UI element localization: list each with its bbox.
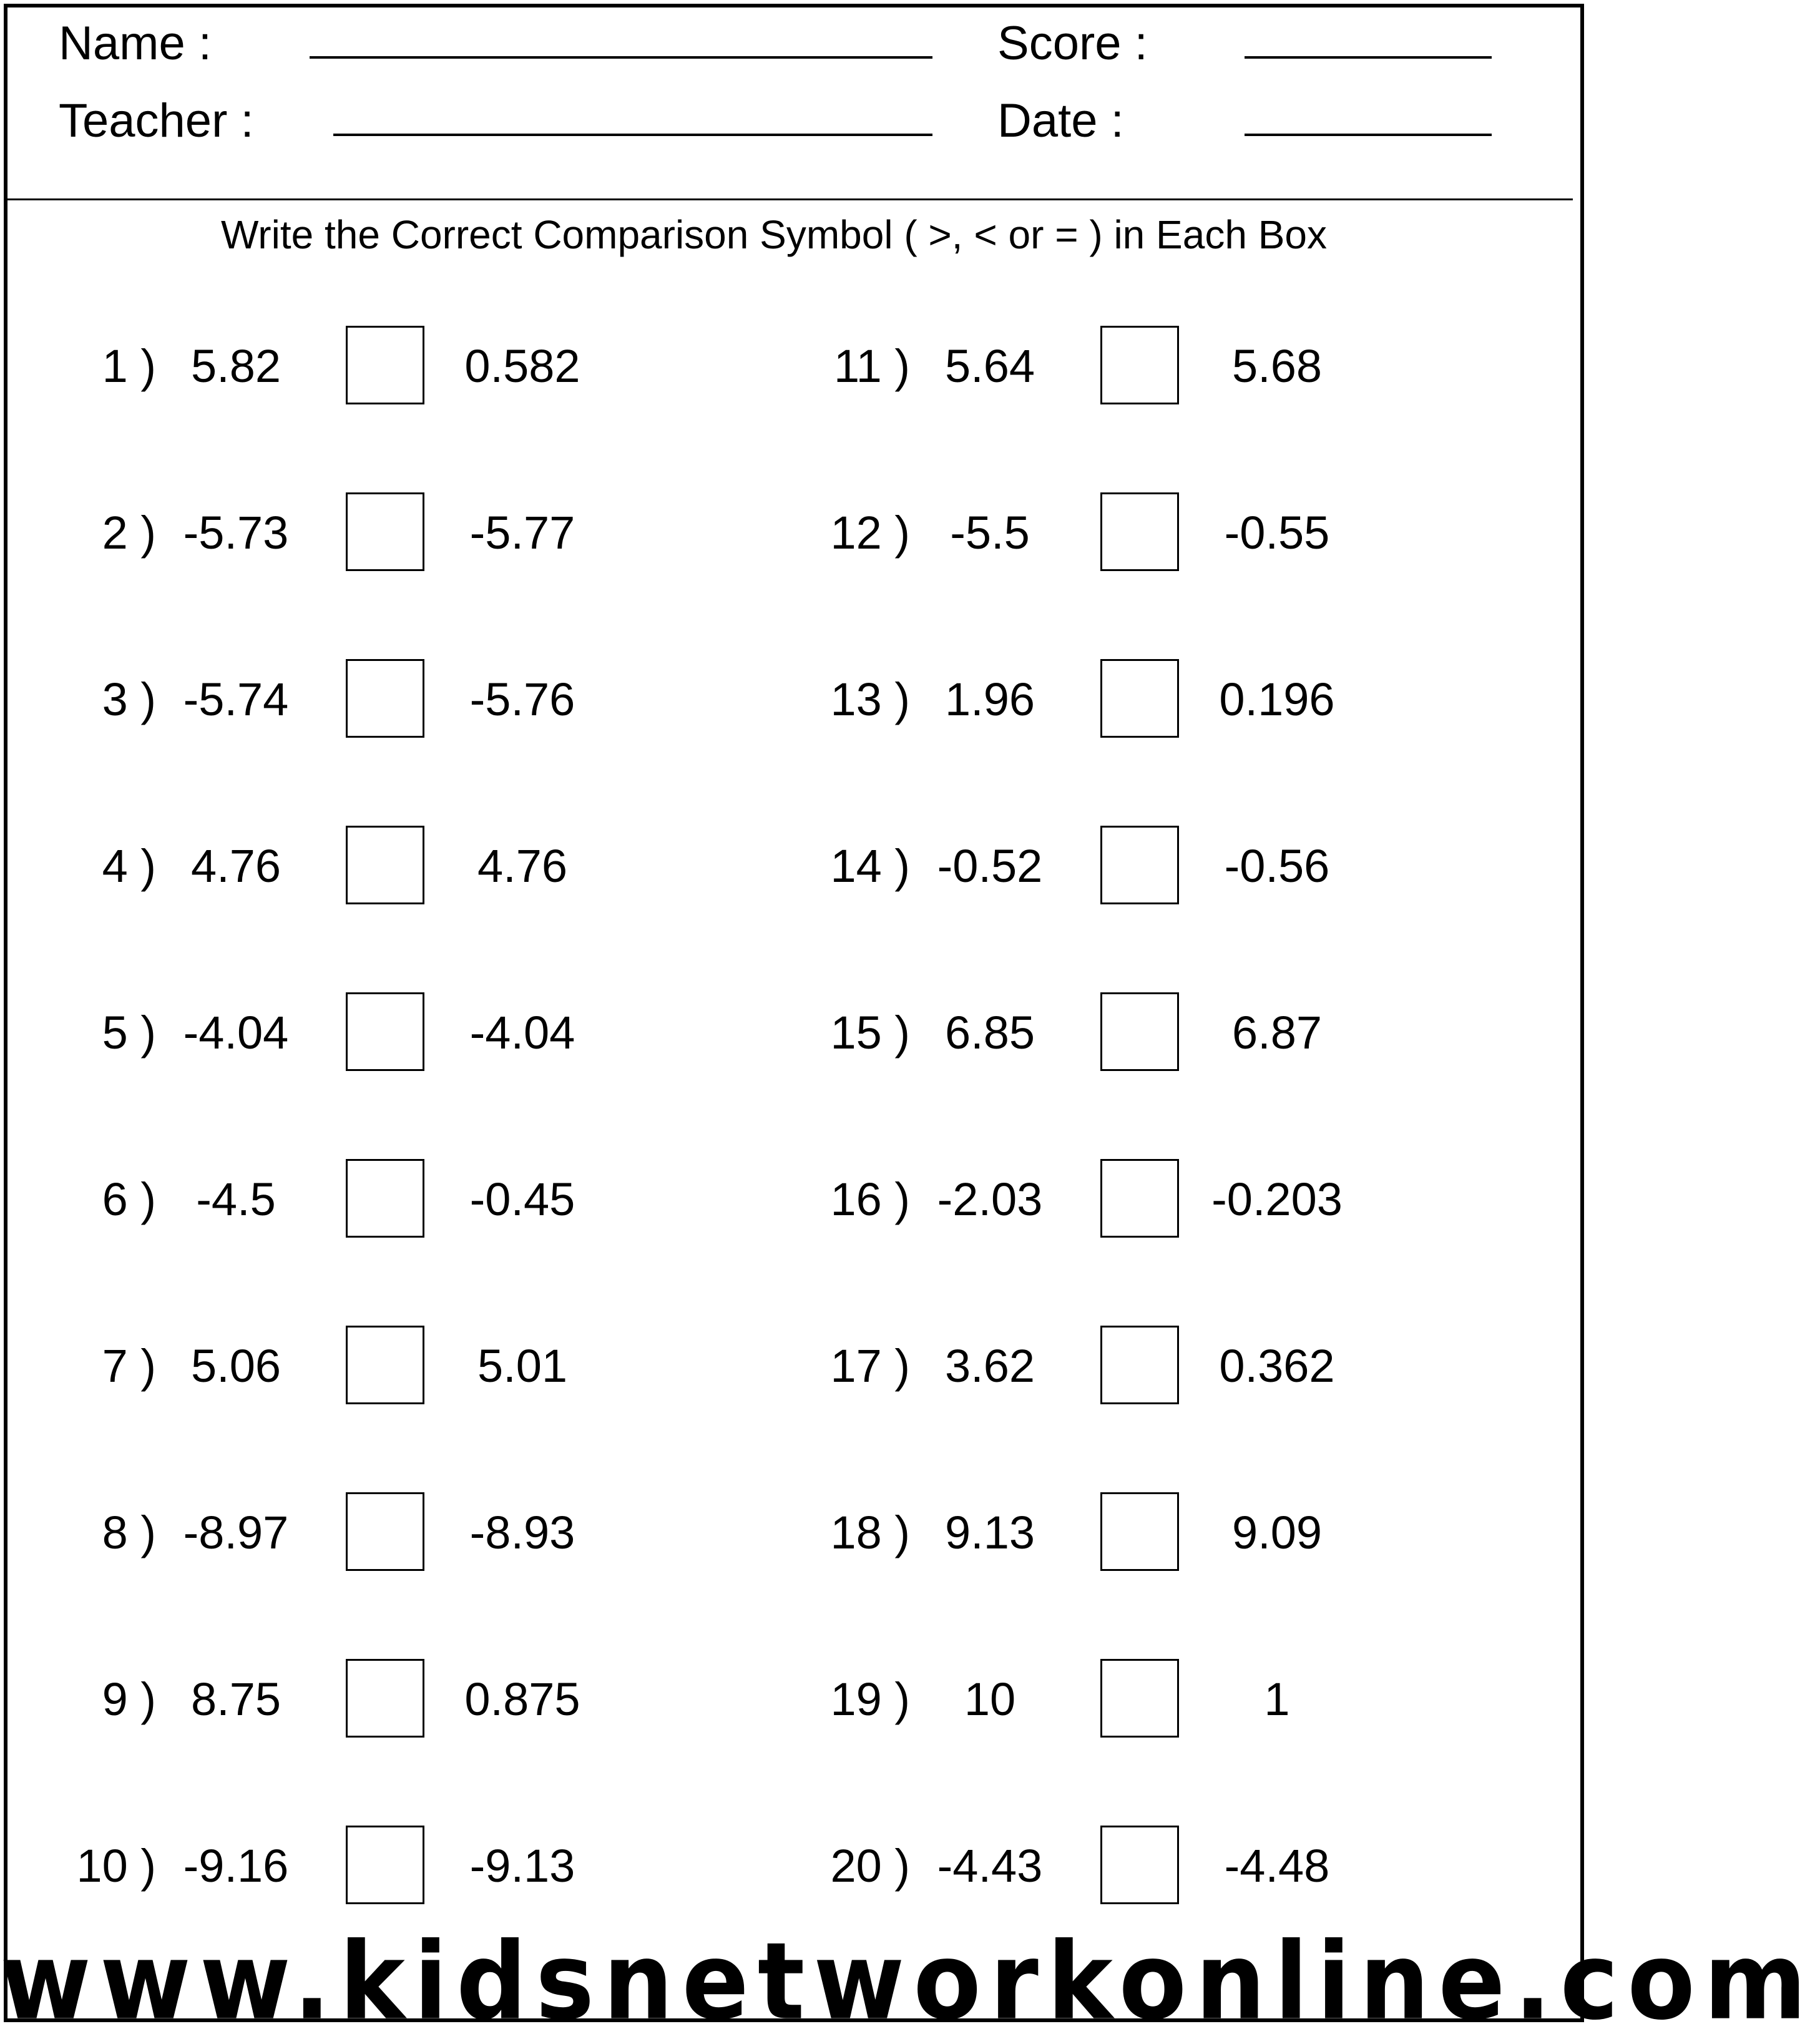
answer-box[interactable] <box>1100 1159 1179 1238</box>
right-value: -5.77 <box>469 507 575 559</box>
problem-number: 10 ) <box>76 1840 156 1892</box>
left-value: 5.82 <box>190 340 281 392</box>
problem-number: 13 ) <box>830 673 910 725</box>
answer-box[interactable] <box>1100 492 1179 571</box>
instructions: Write the Correct Comparison Symbol ( >, < or = ) in Each Box <box>221 212 1327 257</box>
answer-box[interactable] <box>1100 992 1179 1071</box>
left-value: -5.74 <box>183 673 289 725</box>
teacher-label: Teacher : <box>59 94 254 147</box>
left-value: -2.03 <box>937 1173 1043 1225</box>
right-value: 1 <box>1264 1673 1290 1725</box>
left-value: -4.04 <box>183 1007 289 1059</box>
right-value: -0.56 <box>1224 840 1330 892</box>
problem-row <box>0 992 1588 1073</box>
right-value: 0.362 <box>1219 1340 1335 1392</box>
teacher-field[interactable] <box>333 134 932 136</box>
right-value: -0.45 <box>469 1173 575 1225</box>
problem-row <box>0 1659 1588 1740</box>
left-value: -4.43 <box>937 1840 1043 1892</box>
right-value: 0.582 <box>464 340 580 392</box>
problem-number: 15 ) <box>830 1007 910 1059</box>
problem-number: 11 ) <box>833 340 910 392</box>
problem-row <box>0 826 1588 907</box>
problem-row <box>0 1159 1588 1240</box>
right-value: -8.93 <box>469 1507 575 1558</box>
problem-row <box>0 326 1588 407</box>
left-value: -5.73 <box>183 507 289 559</box>
problem-row <box>0 1826 1588 1907</box>
right-value: 6.87 <box>1231 1007 1323 1059</box>
answer-box[interactable] <box>1100 1326 1179 1404</box>
left-value: -8.97 <box>183 1507 289 1558</box>
name-label: Name : <box>59 17 212 70</box>
left-value: -4.5 <box>196 1173 276 1225</box>
right-value: -0.55 <box>1224 507 1330 559</box>
right-value: -4.48 <box>1224 1840 1330 1892</box>
left-value: 4.76 <box>190 840 281 892</box>
right-value: 9.09 <box>1231 1507 1323 1558</box>
problem-number: 17 ) <box>830 1340 910 1392</box>
answer-box[interactable] <box>1100 1492 1179 1571</box>
left-value: -9.16 <box>183 1840 289 1892</box>
problem-row <box>0 492 1588 574</box>
problem-number: 8 ) <box>102 1507 156 1558</box>
right-value: -9.13 <box>469 1840 575 1892</box>
left-value: 3.62 <box>944 1340 1035 1392</box>
problem-number: 18 ) <box>830 1507 910 1558</box>
problem-number: 16 ) <box>830 1173 910 1225</box>
answer-box[interactable] <box>1100 826 1179 904</box>
answer-box[interactable] <box>1100 659 1179 738</box>
answer-box[interactable] <box>1100 1826 1179 1904</box>
score-field[interactable] <box>1245 56 1492 59</box>
problem-number: 4 ) <box>102 840 156 892</box>
right-value: 5.01 <box>477 1340 568 1392</box>
problem-number: 1 ) <box>102 340 156 392</box>
right-value: -5.76 <box>469 673 575 725</box>
header-divider <box>7 198 1573 200</box>
score-label: Score : <box>997 17 1148 70</box>
left-value: 10 <box>964 1673 1016 1725</box>
left-value: 5.06 <box>190 1340 281 1392</box>
left-value: -5.5 <box>950 507 1030 559</box>
date-field[interactable] <box>1245 134 1492 136</box>
right-value: 4.76 <box>477 840 568 892</box>
problem-row <box>0 1326 1588 1407</box>
problem-number: 14 ) <box>830 840 910 892</box>
website-footer: www.kidsnetworkonline.com <box>0 1919 1815 2044</box>
left-value: 8.75 <box>190 1673 281 1725</box>
right-value: 0.196 <box>1219 673 1335 725</box>
right-value: 5.68 <box>1231 340 1323 392</box>
left-value: 5.64 <box>944 340 1035 392</box>
answer-box[interactable] <box>1100 326 1179 404</box>
answer-box[interactable] <box>1100 1659 1179 1738</box>
name-field[interactable] <box>310 56 932 59</box>
right-value: -0.203 <box>1211 1173 1343 1225</box>
problem-number: 9 ) <box>102 1673 156 1725</box>
left-value: -0.52 <box>937 840 1043 892</box>
date-label: Date : <box>997 94 1124 147</box>
problem-number: 19 ) <box>830 1673 910 1725</box>
problem-number: 6 ) <box>102 1173 156 1225</box>
problem-number: 2 ) <box>102 507 156 559</box>
problem-number: 3 ) <box>102 673 156 725</box>
left-value: 1.96 <box>944 673 1035 725</box>
problem-number: 12 ) <box>830 507 910 559</box>
problem-number: 20 ) <box>830 1840 910 1892</box>
problem-row <box>0 659 1588 740</box>
problem-row <box>0 1492 1588 1573</box>
left-value: 6.85 <box>944 1007 1035 1059</box>
problem-number: 5 ) <box>102 1007 156 1059</box>
right-value: 0.875 <box>464 1673 580 1725</box>
right-value: -4.04 <box>469 1007 575 1059</box>
left-value: 9.13 <box>944 1507 1035 1558</box>
problem-number: 7 ) <box>102 1340 156 1392</box>
